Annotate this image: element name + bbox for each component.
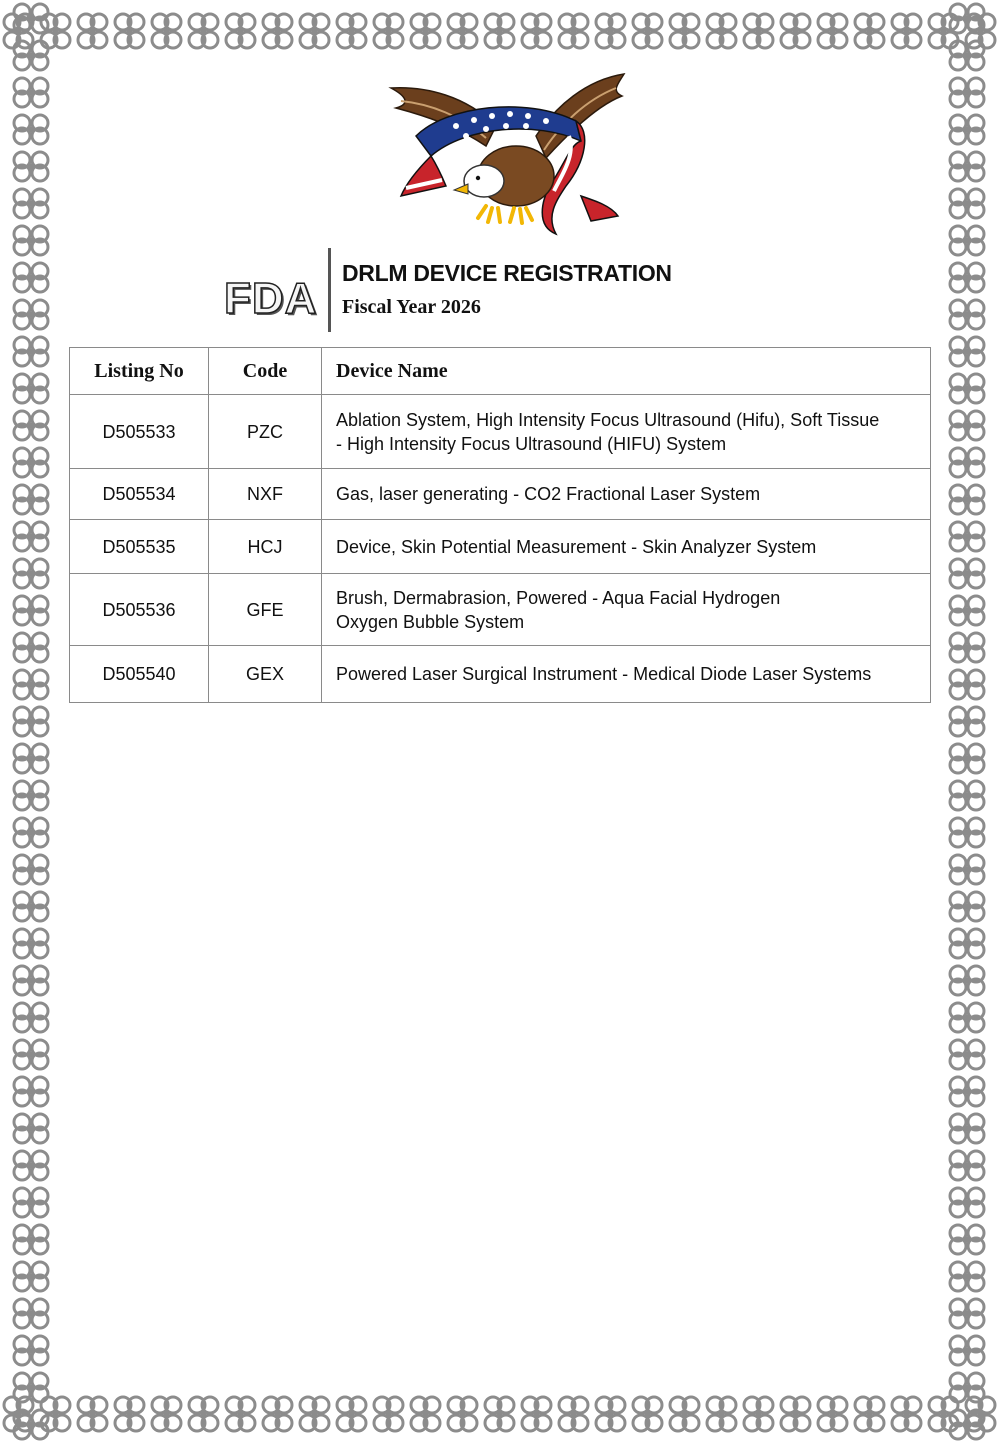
ornamental-border-bottom xyxy=(0,1383,1000,1445)
ornamental-border-right xyxy=(936,0,1000,1445)
code-cell: PZC xyxy=(209,395,322,469)
device-name-line: Gas, laser generating - CO2 Fractional Laser System xyxy=(336,484,761,504)
header-divider xyxy=(328,248,331,332)
device-name-cell xyxy=(322,574,931,646)
document-title: DRLM DEVICE REGISTRATION xyxy=(342,260,672,286)
device-name-cell xyxy=(322,395,931,469)
table-row xyxy=(70,395,931,469)
table-row xyxy=(70,646,931,703)
eagle-flag-emblem-icon xyxy=(386,66,630,238)
listing-no-cell: D505534 xyxy=(70,469,209,520)
table-row xyxy=(70,520,931,574)
fda-logo: FDA xyxy=(224,274,318,323)
column-header-listing-no: Listing No xyxy=(70,348,209,395)
column-header-code: Code xyxy=(209,348,322,395)
listing-no-cell: D505533 xyxy=(70,395,209,469)
ornamental-border-left xyxy=(0,0,64,1445)
document-header xyxy=(224,248,784,334)
listing-no-cell: D505540 xyxy=(70,646,209,703)
device-name-line: Device, Skin Potential Measurement - Skin Analyzer System xyxy=(336,536,817,557)
table-row xyxy=(70,574,931,646)
device-name-cell xyxy=(322,646,931,703)
device-name-line: Powered Laser Surgical Instrument - Medical Diode Laser Systems xyxy=(336,664,872,684)
device-name-line: Brush, Dermabrasion, Powered - Aqua Facial Hydrogen xyxy=(336,587,781,608)
device-name-cell xyxy=(322,469,931,520)
code-cell: NXF xyxy=(209,469,322,520)
ornamental-border-top xyxy=(0,0,1000,62)
table-header-row xyxy=(70,348,931,395)
listing-no-cell: D505536 xyxy=(70,574,209,646)
code-cell: GEX xyxy=(209,646,322,703)
device-name-cell xyxy=(322,520,931,574)
device-name-line: Oxygen Bubble System xyxy=(336,611,525,632)
listing-no-cell: D505535 xyxy=(70,520,209,574)
fiscal-year-subtitle: Fiscal Year 2026 xyxy=(342,296,481,318)
device-listing-table xyxy=(69,347,931,703)
device-name-line: Ablation System, High Intensity Focus Ultrasound (Hifu), Soft Tissue xyxy=(336,409,880,430)
device-name-line: - High Intensity Focus Ultrasound (HIFU) System xyxy=(336,433,727,454)
code-cell: HCJ xyxy=(209,520,322,574)
table-row xyxy=(70,469,931,520)
column-header-device-name: Device Name xyxy=(322,348,931,395)
code-cell: GFE xyxy=(209,574,322,646)
